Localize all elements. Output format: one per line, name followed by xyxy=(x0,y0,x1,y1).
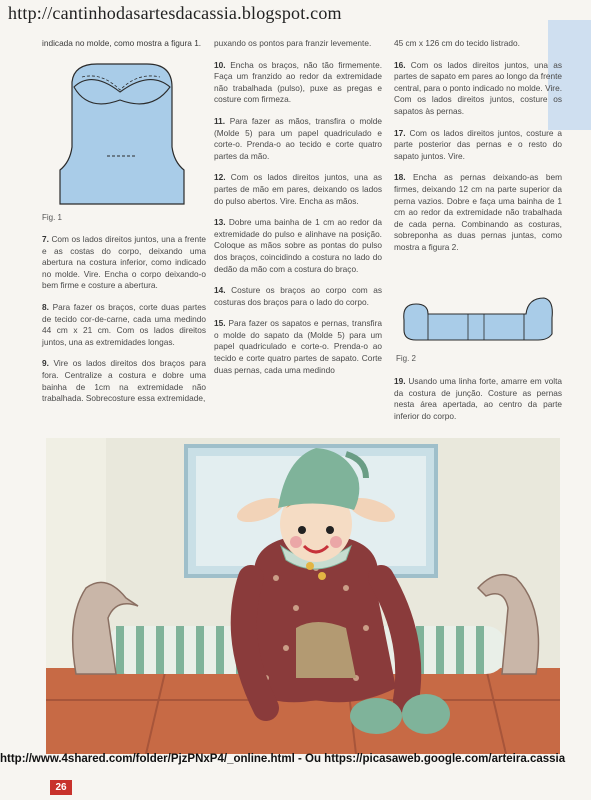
step-number: 8. xyxy=(42,301,49,312)
step-15 xyxy=(214,318,382,376)
column-3 xyxy=(394,38,562,264)
step-number: 7. xyxy=(42,234,49,244)
step-text: Dobre uma bainha de 1 cm ao redor da extremidade do pulso e alinhave na posição. Coloque as mãos sobre as pontas do pulso dos braços, coincidindo a costura no lado do dedão da mão com a costura do braço. xyxy=(214,217,382,274)
figure-2-label: Fig. 2 xyxy=(396,354,417,363)
step-number: 18. xyxy=(394,172,406,183)
step-text: Para fazer os sapatos e pernas, transfira o molde do sapato da (Molde 5) para um papel quadriculado e corte-o. Prenda-o ao tecido e corte quatro partes de sapato. Corte duas pernas, cada uma medindo xyxy=(214,318,382,375)
step-13 xyxy=(214,217,382,275)
intro-text: indicada no molde, como mostra a figura 1. xyxy=(42,38,202,48)
step-number: 15. xyxy=(214,318,226,329)
column-3-intro: 45 cm x 126 cm do tecido listrado. xyxy=(394,38,520,48)
step-16 xyxy=(394,60,562,118)
step-text: Com os lados direitos juntos, una a frente e as costas do corpo, deixando uma abertura na costura inferior, como indicado no molde. Vire. Encha o corpo deixando-o bem firme e costure a abertura. xyxy=(42,234,206,291)
page-number: 26 xyxy=(50,780,72,795)
top-url-watermark[interactable]: http://cantinhodasartesdacassia.blogspot.com xyxy=(8,3,342,23)
step-7 xyxy=(42,234,206,292)
step-10 xyxy=(214,60,382,106)
column-1 xyxy=(42,234,206,415)
elf-doll-photo xyxy=(46,438,560,754)
step-number: 13. xyxy=(214,217,226,228)
step-number: 14. xyxy=(214,285,226,296)
step-number: 19. xyxy=(394,376,406,386)
step-number: 10. xyxy=(214,59,226,70)
step-19 xyxy=(394,376,562,422)
step-18 xyxy=(394,172,562,253)
step-8 xyxy=(42,302,206,348)
step-text: Usando uma linha forte, amarre em volta da costura de junção. Costure as pernas nesta área apertada, ao centro da parte inferior do corpo. xyxy=(394,376,562,421)
step-text: Vire os lados direitos dos braços para fora. Centralize a costura e dobre uma bainha de 1cm na extremidade não trabalhada. Sobrecosture essa extremidade, xyxy=(42,358,206,404)
step-number: 9. xyxy=(42,358,49,369)
step-text: Para fazer as mãos, transfira o molde (Molde 5) para um papel quadriculado e corte-o. Prenda-o ao tecido e corte quatro partes da mão. xyxy=(214,115,383,161)
step-14 xyxy=(214,285,382,308)
step-number: 16. xyxy=(394,59,406,70)
step-11 xyxy=(214,116,382,162)
step-text: Com os lados direitos juntos, una as partes de mão em pares, deixando os lados do pulso abertos. Vire. Encha as mãos. xyxy=(214,172,382,206)
column-2-intro: puxando os pontos para franzir levemente. xyxy=(214,38,372,48)
step-number: 17. xyxy=(394,127,406,138)
step-17 xyxy=(394,128,562,163)
step-9 xyxy=(42,358,206,404)
step-number: 12. xyxy=(214,172,226,183)
step-text: Encha os braços, não tão firmemente. Faça um franzido ao redor da extremidade não trabalhada (pulso), puxe as pregas e costure com firmeza. xyxy=(214,59,383,105)
figure-1-label: Fig. 1 xyxy=(42,213,63,222)
step-text: Com os lados direitos juntos, costure a parte posterior das pernas e o resto do sapato juntos. Vire. xyxy=(394,127,562,161)
figure-2-legs-pattern xyxy=(398,290,556,348)
step-text: Com os lados direitos juntos, una as partes de sapato em pares ao longo da frente central, para o ponto indicado no molde. Vire. Com os lados direitos juntos, costure os sapatos às pernas. xyxy=(394,59,562,116)
column-2 xyxy=(214,38,382,386)
step-text: Costure os braços ao corpo com as costuras dos braços para o lado do corpo. xyxy=(214,285,383,307)
figure-1-body-pattern xyxy=(52,52,192,212)
step-text: Encha as pernas deixando-as bem firmes, deixando 12 cm na parte superior da perna vazios. Dobre e faça uma bainha de 1 cm ao redor da extremidade não trabalhada de cada perna. Combinando as costuras, sobreponha as duas pernas juntas, como mostra a figura 2. xyxy=(394,172,562,252)
step-number: 11. xyxy=(214,115,226,126)
step-text: Para fazer os braços, corte duas partes de tecido cor-de-carne, cada uma medindo 44 cm x 21 cm. Com os lados direitos juntos, una as extremidades longas. xyxy=(42,301,206,347)
column-3-bottom xyxy=(394,376,562,432)
bottom-url-watermark[interactable]: http://www.4shared.com/folder/PjzPNxP4/_online.html - Ou https://picasaweb.google.com/arteira.cassia xyxy=(0,753,566,765)
step-12 xyxy=(214,172,382,207)
